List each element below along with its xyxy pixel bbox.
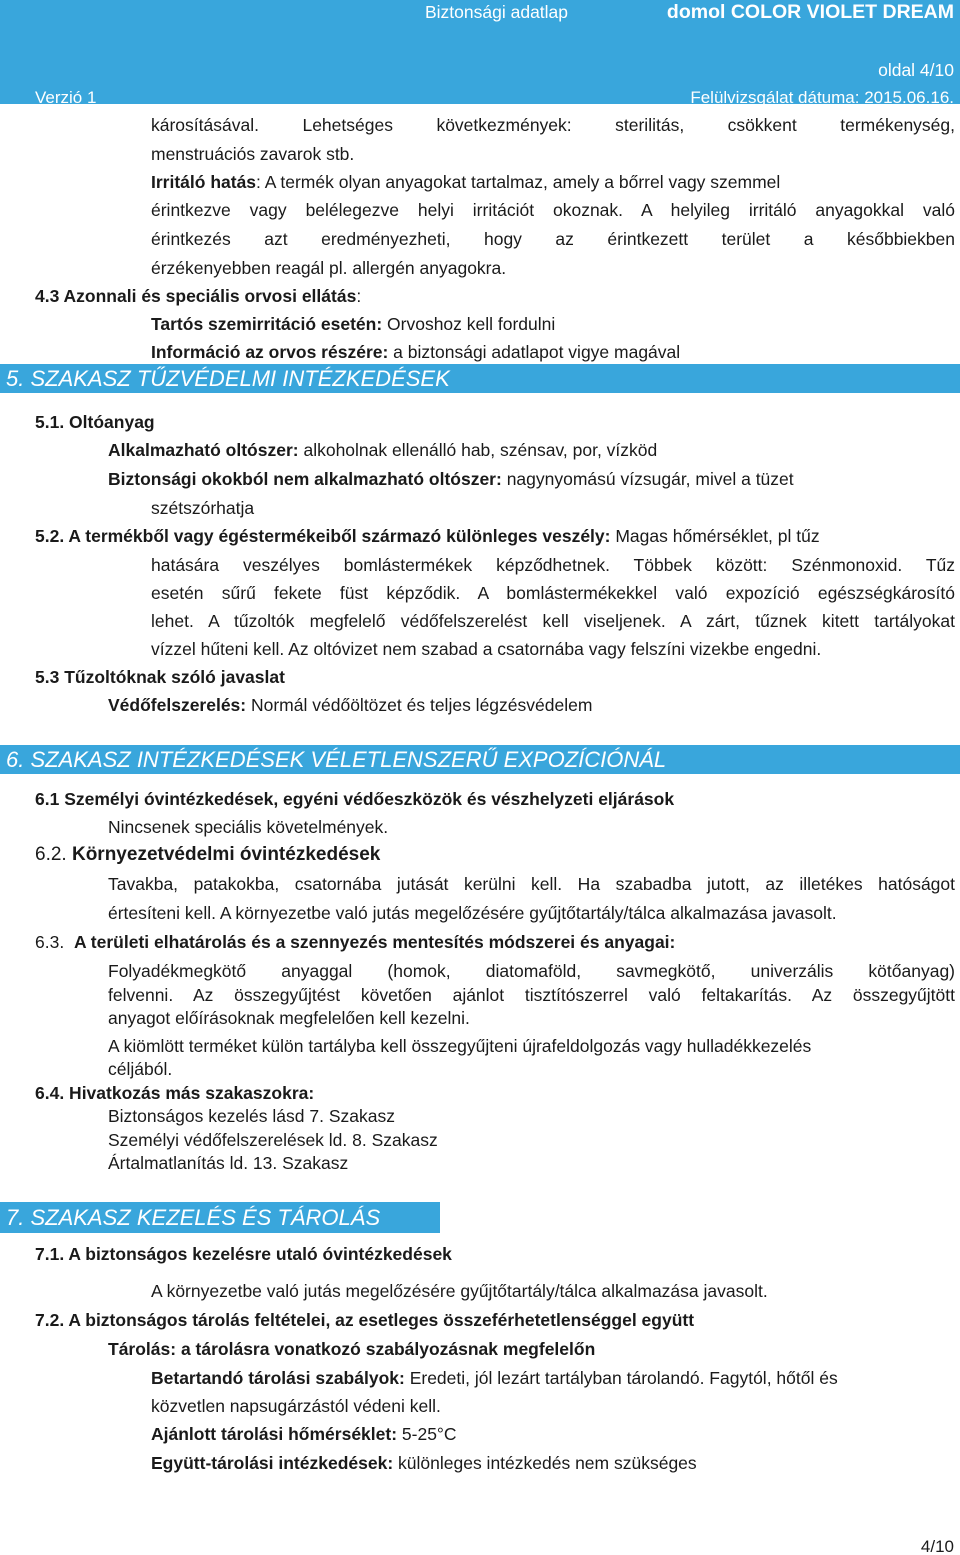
section-6-3-heading: [35, 931, 675, 953]
section-7-1-text: A környezetbe való jutás megelőzésére gyűjtőtartály/tálca alkalmazása javasolt.: [151, 1281, 768, 1301]
irritation-line-4: érzékenyebben reagál pl. allergén anyagokra.: [151, 258, 507, 278]
section-4-3-heading: [35, 285, 361, 307]
section-7-2-subtitle-text: Tárolás: a tárolásra vonatkozó szabályozásnak megfelelőn: [108, 1339, 596, 1359]
section-6-2-line-1: Tavakba, patakokba, csatornába jutását kerülni kell. Ha szabadba jutott, az illetékes hatóságot: [108, 874, 955, 894]
section-4-3-item-2: [151, 341, 680, 363]
item-label: Ajánlott tárolási hőmérséklet:: [151, 1424, 398, 1444]
section-6-2-title: Környezetvédelmi óvintézkedések: [71, 844, 381, 865]
section-5-3-title: [35, 666, 285, 688]
irritation-line-1: [151, 171, 955, 193]
section-5-3-item: [108, 694, 592, 716]
section-7-2-item-a: [151, 1367, 838, 1389]
section-6-4-title: [35, 1082, 314, 1104]
header-version: Verzió 1: [35, 88, 97, 107]
item-label: Információ az orvos részére:: [151, 342, 389, 362]
section-6-3-title: A területi elhatárolás és a szennyezés mentesítés módszerei és anyagai:: [73, 932, 676, 952]
section-5-2-title: 5.2. A termékből vagy égéstermékeiből származó különleges veszély:: [35, 526, 611, 546]
item-text: 5-25°C: [397, 1424, 457, 1444]
section-5-2-text: Magas hőmérséklet, pl tűz: [610, 526, 820, 546]
item-label: Tartós szemirritáció esetén:: [151, 314, 383, 334]
section-6-4-ref-1: Biztonságos kezelés lásd 7. Szakasz: [108, 1106, 395, 1126]
section-4-3-title: 4.3 Azonnali és speciális orvosi ellátás: [35, 286, 357, 306]
item-text: a biztonsági adatlapot vigye magával: [388, 342, 681, 362]
section-5-2-line-2: hatására veszélyes bomlástermékek képződhetnek. Többek között: Szénmonoxid. Tűz: [151, 555, 955, 575]
section-6-3-line-3: anyagot előírásoknak megfelelően kell kezelni.: [108, 1008, 470, 1028]
section-6-heading: 6. SZAKASZ INTÉZKEDÉSEK VÉLETLENSZERŰ EXPOZÍCIÓNÁL: [0, 745, 960, 774]
section-6-2-heading: [35, 844, 380, 866]
section-5-1-title-text: 5.1. Oltóanyag: [35, 412, 155, 432]
section-5-2-line-5: vízzel hűteni kell. Az oltóvizet nem szabad a csatornába vagy felszíni vizekbe engedni.: [151, 639, 822, 659]
section-6-4-ref-3: Ártalmatlanítás ld. 13. Szakasz: [108, 1153, 349, 1173]
section-5-2-heading: [35, 525, 820, 547]
item-text: alkoholnak ellenálló hab, szénsav, por, vízköd: [298, 440, 658, 460]
section-6-3-line-1: Folyadékmegkötő anyaggal (homok, diatomaföld, savmegkötő, univerzális kötőanyag): [108, 961, 955, 981]
section-4-3-item-1: [151, 313, 555, 335]
item-label: Betartandó tárolási szabályok:: [151, 1368, 405, 1388]
document-header: [0, 0, 960, 107]
section-7-1-title: [35, 1243, 452, 1265]
header-doc-type: Biztonsági adatlap: [425, 2, 569, 22]
section-6-4-ref-2: Személyi védőfelszerelések ld. 8. Szakasz: [108, 1130, 438, 1150]
section-5-1-item-b: [108, 468, 794, 490]
section-5-1-item-b-line-2: szétszórhatja: [151, 498, 255, 518]
item-label: Biztonsági okokból nem alkalmazható oltószer:: [108, 469, 502, 489]
item-text: Orvoshoz kell fordulni: [382, 314, 556, 334]
header-revision-date: Felülvizsgálat dátuma: 2015.06.16.: [690, 88, 954, 107]
section-7-2-subtitle: [108, 1338, 595, 1360]
item-label: Védőfelszerelés:: [108, 695, 247, 715]
section-6-3-number: 6.3.: [35, 932, 65, 952]
section-5-1-title: [35, 411, 155, 433]
item-text: különleges intézkedés nem szükséges: [393, 1453, 697, 1473]
section-5-3-title-text: 5.3 Tűzoltóknak szóló javaslat: [35, 667, 285, 687]
section-6-3-line-5: céljából.: [108, 1059, 173, 1079]
section-7-2-item-b: [151, 1423, 457, 1445]
section-6-4-title-text: 6.4. Hivatkozás más szakaszokra:: [35, 1083, 315, 1103]
section-6-3-line-2: felvenni. Az összegyűjtést követően ajánlot tisztítószerrel való feltakarítás. Az összegyűjtött: [108, 985, 955, 1005]
item-label: Együtt-tárolási intézkedések:: [151, 1453, 394, 1473]
section-5-2-line-3: esetén sűrű fekete füst képződik. A bomlástermékekkel való expozíció egészségkárosító: [151, 583, 955, 603]
section-5-heading: 5. SZAKASZ TŰZVÉDELMI INTÉZKEDÉSEK: [0, 364, 960, 393]
sec4-cont-line-1: károsításával. Lehetséges következmények: sterilitás, csökkent termékenység,: [151, 115, 955, 135]
section-6-1-text: Nincsenek speciális követelmények.: [108, 817, 389, 837]
irritation-text: : A termék olyan anyagokat tartalmaz, amely a bőrrel vagy szemmel: [256, 172, 781, 192]
section-7-1-title-text: 7.1. A biztonságos kezelésre utaló óvintézkedések: [35, 1244, 452, 1264]
item-text: Eredeti, jól lezárt tartályban tárolandó. Fagytól, hőtől és: [404, 1368, 838, 1388]
section-7-2-item-a-line-2: közvetlen napsugárzástól védeni kell.: [151, 1396, 441, 1416]
item-text: Normál védőöltözet és teljes légzésvédelem: [246, 695, 593, 715]
irritation-line-3: érintkezés azt eredményezheti, hogy az érintkezett terület a későbbiekben: [151, 229, 955, 249]
section-6-2-number: 6.2.: [35, 844, 67, 865]
section-6-1-title-text: 6.1 Személyi óvintézkedések, egyéni védőeszközök és vészhelyzeti eljárások: [35, 789, 675, 809]
irritation-label: Irritáló hatás: [151, 172, 257, 192]
section-7-2-item-c: [151, 1452, 697, 1474]
item-text: nagynyomású vízsugár, mivel a tüzet: [501, 469, 794, 489]
section-6-2-line-2: értesíteni kell. A környezetbe való jutás megelőzésére gyűjtőtartály/tálca alkalmazása javasolt.: [108, 903, 837, 923]
section-7-2-title-text: 7.2. A biztonságos tárolás feltételei, az esetleges összeférhetetlenséggel együtt: [35, 1310, 695, 1330]
header-product-name: domol COLOR VIOLET DREAM: [666, 1, 954, 23]
section-4-3-colon: :: [356, 286, 362, 306]
section-7-heading: 7. SZAKASZ KEZELÉS ÉS TÁROLÁS: [0, 1202, 440, 1233]
section-6-1-title: [35, 788, 674, 810]
sec4-cont-line-2: menstruációs zavarok stb.: [151, 144, 355, 164]
item-label: Alkalmazható oltószer:: [108, 440, 299, 460]
section-5-2-line-4: lehet. A tűzoltók megfelelő védőfelszerelést kell viseljenek. A zárt, tűznek kitett tartályokat: [151, 611, 955, 631]
section-7-2-title: [35, 1309, 694, 1331]
header-page-number: oldal 4/10: [878, 60, 954, 80]
footer-page-number: 4/10: [920, 1537, 954, 1555]
section-5-1-item-a: [108, 439, 657, 461]
irritation-line-2: érintkezve vagy belélegezve helyi irritációt okoznak. A helyileg irritáló anyagokkal való: [151, 200, 955, 220]
section-6-3-line-4: A kiömlött terméket külön tartályba kell összegyűjteni újrafeldolgozás vagy hulladékkezelés: [108, 1036, 812, 1056]
